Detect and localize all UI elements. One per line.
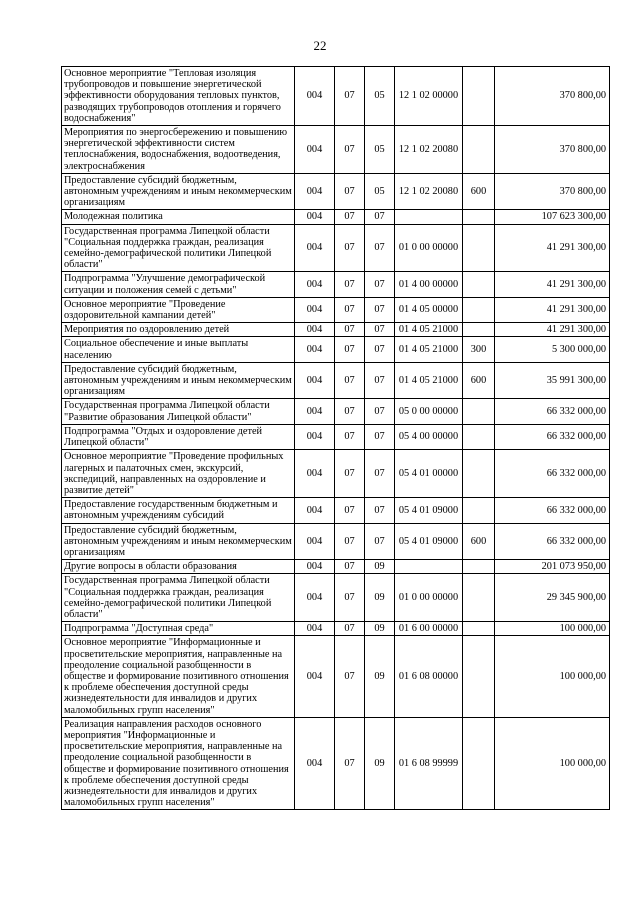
row-csr: 01 4 05 21000: [395, 323, 463, 337]
table-row: [62, 450, 610, 498]
row-csr: 05 4 01 09000: [395, 498, 463, 523]
row-pr: 05: [365, 67, 395, 126]
row-vr: [463, 574, 495, 622]
row-vr: [463, 67, 495, 126]
table-row: [62, 224, 610, 272]
table-row: [62, 323, 610, 337]
table-row: [62, 636, 610, 717]
row-csr: 01 4 05 21000: [395, 362, 463, 399]
row-ved: 004: [295, 297, 335, 322]
row-ved: 004: [295, 323, 335, 337]
row-sum: 370 800,00: [495, 173, 610, 210]
row-name: Подпрограмма "Отдых и оздоровление детей Липецкой области": [62, 424, 295, 449]
row-name: Государственная программа Липецкой области "Социальная поддержка граждан, реализация семейно-демографической политики Липецкой области": [62, 574, 295, 622]
row-pr: 07: [365, 399, 395, 424]
row-vr: [463, 498, 495, 523]
row-rz: 07: [335, 636, 365, 717]
page-number: 22: [313, 38, 327, 53]
row-ved: 004: [295, 337, 335, 362]
row-pr: 09: [365, 622, 395, 636]
row-sum: 100 000,00: [495, 717, 610, 810]
row-pr: 09: [365, 636, 395, 717]
row-csr: [395, 560, 463, 574]
row-sum: 66 332 000,00: [495, 399, 610, 424]
row-name: Основное мероприятие "Тепловая изоляция трубопроводов и повышение энергетической эффективности оборудования тепловых пунктов, разводящих трубопроводов отопления и горячего водоснабжения": [62, 67, 295, 126]
row-rz: 07: [335, 523, 365, 560]
row-csr: 01 6 08 00000: [395, 636, 463, 717]
row-sum: 370 800,00: [495, 126, 610, 174]
row-csr: [395, 210, 463, 224]
row-ved: 004: [295, 560, 335, 574]
table-row: [62, 424, 610, 449]
row-csr: 01 0 00 00000: [395, 574, 463, 622]
row-vr: [463, 126, 495, 174]
row-vr: [463, 224, 495, 272]
row-rz: 07: [335, 272, 365, 297]
row-rz: 07: [335, 424, 365, 449]
row-pr: 07: [365, 450, 395, 498]
row-rz: 07: [335, 224, 365, 272]
row-name: Социальное обеспечение и иные выплаты населению: [62, 337, 295, 362]
table-row: [62, 173, 610, 210]
row-ved: 004: [295, 574, 335, 622]
row-sum: 100 000,00: [495, 636, 610, 717]
table-row: [62, 622, 610, 636]
row-name: Подпрограмма "Улучшение демографической ситуации и положения семей с детьми": [62, 272, 295, 297]
row-sum: 41 291 300,00: [495, 297, 610, 322]
row-csr: 05 4 01 09000: [395, 523, 463, 560]
row-csr: 01 4 00 00000: [395, 272, 463, 297]
row-pr: 09: [365, 717, 395, 810]
row-pr: 09: [365, 560, 395, 574]
row-sum: 66 332 000,00: [495, 498, 610, 523]
budget-table: [61, 66, 610, 810]
row-vr: [463, 636, 495, 717]
table-row: [62, 297, 610, 322]
row-rz: 07: [335, 362, 365, 399]
table-row: [62, 717, 610, 810]
row-ved: 004: [295, 636, 335, 717]
row-csr: 01 6 00 00000: [395, 622, 463, 636]
row-rz: 07: [335, 622, 365, 636]
row-sum: 100 000,00: [495, 622, 610, 636]
row-pr: 07: [365, 498, 395, 523]
row-ved: 004: [295, 450, 335, 498]
row-vr: 600: [463, 362, 495, 399]
row-vr: [463, 210, 495, 224]
row-pr: 07: [365, 224, 395, 272]
row-csr: 12 1 02 20080: [395, 126, 463, 174]
row-csr: 05 4 01 00000: [395, 450, 463, 498]
row-rz: 07: [335, 337, 365, 362]
row-pr: 07: [365, 424, 395, 449]
table-row: [62, 560, 610, 574]
row-pr: 07: [365, 362, 395, 399]
row-sum: 35 991 300,00: [495, 362, 610, 399]
row-name: Мероприятия по энергосбережению и повышению энергетической эффективности систем теплоснабжения, водоснабжения, водоотведения, электроснабжения: [62, 126, 295, 174]
row-pr: 07: [365, 523, 395, 560]
row-ved: 004: [295, 399, 335, 424]
row-vr: 600: [463, 523, 495, 560]
table-row: [62, 67, 610, 126]
row-name: Основное мероприятие "Проведение оздоровительной кампании детей": [62, 297, 295, 322]
row-ved: 004: [295, 622, 335, 636]
row-vr: [463, 424, 495, 449]
row-name: Предоставление субсидий бюджетным, автономным учреждениям и иным некоммерческим организациям: [62, 523, 295, 560]
row-rz: 07: [335, 323, 365, 337]
row-ved: 004: [295, 272, 335, 297]
row-pr: 05: [365, 173, 395, 210]
table-row: [62, 126, 610, 174]
row-pr: 07: [365, 323, 395, 337]
row-pr: 07: [365, 297, 395, 322]
row-ved: 004: [295, 424, 335, 449]
row-ved: 004: [295, 126, 335, 174]
row-name: Мероприятия по оздоровлению детей: [62, 323, 295, 337]
row-vr: [463, 399, 495, 424]
row-sum: 41 291 300,00: [495, 224, 610, 272]
row-csr: 01 0 00 00000: [395, 224, 463, 272]
row-ved: 004: [295, 717, 335, 810]
table-row: [62, 498, 610, 523]
row-name: Предоставление государственным бюджетным и автономным учреждениям субсидий: [62, 498, 295, 523]
table-row: [62, 399, 610, 424]
row-name: Государственная программа Липецкой области "Социальная поддержка граждан, реализация семейно-демографической политики Липецкой области": [62, 224, 295, 272]
row-sum: 66 332 000,00: [495, 523, 610, 560]
row-sum: 107 623 300,00: [495, 210, 610, 224]
row-rz: 07: [335, 717, 365, 810]
row-rz: 07: [335, 399, 365, 424]
row-vr: [463, 297, 495, 322]
row-sum: 29 345 900,00: [495, 574, 610, 622]
row-pr: 07: [365, 337, 395, 362]
row-ved: 004: [295, 498, 335, 523]
row-sum: 66 332 000,00: [495, 424, 610, 449]
row-pr: 07: [365, 210, 395, 224]
row-name: Предоставление субсидий бюджетным, автономным учреждениям и иным некоммерческим организациям: [62, 362, 295, 399]
row-vr: [463, 622, 495, 636]
row-ved: 004: [295, 67, 335, 126]
row-vr: [463, 560, 495, 574]
row-pr: 05: [365, 126, 395, 174]
row-rz: 07: [335, 450, 365, 498]
row-csr: 01 4 05 00000: [395, 297, 463, 322]
table-row: [62, 574, 610, 622]
row-sum: 41 291 300,00: [495, 272, 610, 297]
table-row: [62, 272, 610, 297]
row-csr: 05 4 00 00000: [395, 424, 463, 449]
row-csr: 05 0 00 00000: [395, 399, 463, 424]
row-name: Молодежная политика: [62, 210, 295, 224]
row-csr: 01 4 05 21000: [395, 337, 463, 362]
table-row: [62, 337, 610, 362]
row-vr: 300: [463, 337, 495, 362]
row-name: Подпрограмма "Доступная среда": [62, 622, 295, 636]
row-rz: 07: [335, 173, 365, 210]
row-vr: [463, 717, 495, 810]
row-vr: [463, 272, 495, 297]
row-rz: 07: [335, 67, 365, 126]
row-sum: 370 800,00: [495, 67, 610, 126]
row-name: Другие вопросы в области образования: [62, 560, 295, 574]
row-vr: [463, 450, 495, 498]
row-pr: 07: [365, 272, 395, 297]
row-rz: 07: [335, 297, 365, 322]
row-name: Государственная программа Липецкой области "Развитие образования Липецкой области": [62, 399, 295, 424]
row-sum: 5 300 000,00: [495, 337, 610, 362]
table-row: [62, 523, 610, 560]
row-name: Предоставление субсидий бюджетным, автономным учреждениям и иным некоммерческим организациям: [62, 173, 295, 210]
row-vr: [463, 323, 495, 337]
table-row: [62, 210, 610, 224]
row-ved: 004: [295, 523, 335, 560]
row-ved: 004: [295, 362, 335, 399]
row-rz: 07: [335, 498, 365, 523]
table-row: [62, 362, 610, 399]
row-csr: 12 1 02 20080: [395, 173, 463, 210]
row-csr: 01 6 08 99999: [395, 717, 463, 810]
row-name: Реализация направления расходов основного мероприятия "Информационные и просветительские мероприятия, направленные на преодоление социальной разобщенности в обществе и формирование позитивного отношения к проблеме обеспечения доступной среды жизнедеятельности для инвалидов и других маломобильных групп населения": [62, 717, 295, 810]
row-name: Основное мероприятие "Проведение профильных лагерных и палаточных смен, экскурсий, экспедиций, направленных на оздоровление и развитие детей": [62, 450, 295, 498]
row-csr: 12 1 02 00000: [395, 67, 463, 126]
row-vr: 600: [463, 173, 495, 210]
row-ved: 004: [295, 224, 335, 272]
row-ved: 004: [295, 173, 335, 210]
row-rz: 07: [335, 560, 365, 574]
row-rz: 07: [335, 126, 365, 174]
row-name: Основное мероприятие "Информационные и просветительские мероприятия, направленные на преодоление социальной разобщенности в обществе и формирование позитивного отношения к проблеме обеспечения доступной среды жизнедеятельности для инвалидов и других маломобильных групп населения": [62, 636, 295, 717]
row-ved: 004: [295, 210, 335, 224]
row-rz: 07: [335, 210, 365, 224]
row-pr: 09: [365, 574, 395, 622]
row-sum: 201 073 950,00: [495, 560, 610, 574]
row-sum: 66 332 000,00: [495, 450, 610, 498]
row-sum: 41 291 300,00: [495, 323, 610, 337]
row-rz: 07: [335, 574, 365, 622]
